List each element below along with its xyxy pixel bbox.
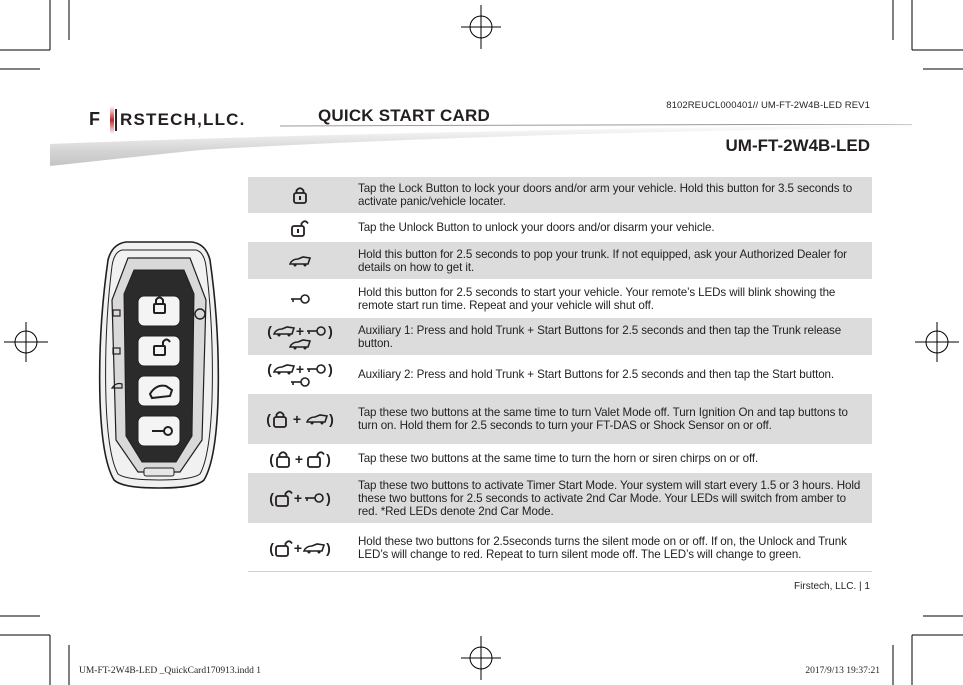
lock-unlock-combo <box>248 450 352 468</box>
trunk-car-icon <box>289 338 311 350</box>
paren-open: ( <box>269 450 274 467</box>
row-aux2 <box>248 356 872 394</box>
page-footer: Firstech, LLC. | 1 <box>794 581 870 592</box>
key-start-icon <box>305 325 327 337</box>
aux2-combo <box>248 362 352 388</box>
unlock-trunk-combo <box>248 539 352 557</box>
row-text: Tap the Lock Button to lock your doors and/or arm your vehicle. Hold this button for 3.5 seconds to activate panic/vehicle locater. <box>358 182 853 208</box>
key-start-icon <box>305 363 327 375</box>
lock-trunk-combo <box>248 410 352 428</box>
paren-open: ( <box>267 360 272 377</box>
row-trunk <box>248 242 872 280</box>
row-text: Hold this button for 2.5 seconds to pop your trunk. If not equipped, ask your Authorized Dealer for details on how to get it. <box>358 247 847 274</box>
unlock-icon <box>307 450 325 468</box>
paren-close: ) <box>326 450 331 467</box>
paren-close: ) <box>328 360 333 377</box>
plus-sign: + <box>293 539 303 556</box>
trunk-car-icon <box>306 413 328 425</box>
row-start <box>248 280 872 318</box>
plus-sign: + <box>295 360 305 377</box>
row-text: Auxiliary 1: Press and hold Trunk + Start Buttons for 2.5 seconds and then tap the Trunk release button. <box>358 323 842 350</box>
unlock-icon <box>248 219 352 237</box>
paren-open: ( <box>269 490 274 506</box>
remote-fob-illustration <box>96 240 222 490</box>
row-text: Tap these two buttons to activate Timer Start Mode. Your system will start every 1.5 or 3 hours. Hold these two buttons for 2.5 seconds to activate 2nd Car Mode. Your LEDs will switch from amber to red. *Red LEDs denote 2nd Car Mode. <box>358 478 861 518</box>
paren-close: ) <box>328 322 333 339</box>
row-text: Tap the Unlock Button to unlock your doors and/or disarm your vehicle. <box>358 221 715 234</box>
plus-sign: + <box>295 322 305 339</box>
svg-text:RSTECH,LLC.: RSTECH,LLC. <box>120 110 246 129</box>
key-start-icon <box>248 293 352 305</box>
lock-icon <box>272 410 288 428</box>
row-text: Hold these two buttons for 2.5seconds turns the silent mode on or off. If on, the Unlock and Trunk LED’s will change to red. Repeat to turn silent mode off. The LED’s will change to green. <box>358 534 847 561</box>
plus-sign: + <box>294 450 304 467</box>
key-start-icon <box>303 492 325 504</box>
row-text: Tap these two buttons at the same time to turn the horn or siren chirps on or off. <box>358 452 759 465</box>
row-unlock-trunk <box>248 524 872 572</box>
paren-open: ( <box>267 322 272 339</box>
key-start-icon <box>289 376 311 388</box>
date-slug: 2017/9/13 19:37:21 <box>805 666 880 676</box>
row-lock-unlock <box>248 445 872 473</box>
paren-open: ( <box>269 539 274 556</box>
row-text: Hold this button for 2.5 seconds to start your vehicle. Your remote’s LEDs will blink showing the remote start run time. Repeat and your vehicle will shut off. <box>358 285 836 312</box>
unlock-start-combo <box>248 489 352 507</box>
file-slug: UM-FT-2W4B-LED _QuickCard170913.indd 1 <box>79 666 261 676</box>
row-lock-trunk <box>248 394 872 445</box>
card-title: QUICK START CARD <box>318 106 490 125</box>
paren-close: ) <box>326 490 331 506</box>
trunk-car-icon <box>303 542 325 554</box>
paren-close: ) <box>326 539 331 556</box>
row-text: Auxiliary 2: Press and hold Trunk + Start Buttons for 2.5 seconds and then tap the Start button. <box>358 368 835 381</box>
paren-close: ) <box>329 411 334 427</box>
svg-text:F: F <box>89 109 100 129</box>
row-unlock-start <box>248 473 872 524</box>
part-number: 8102REUCL000401// UM-FT-2W4B-LED REV1 <box>666 100 870 111</box>
plus-sign: + <box>293 490 303 506</box>
paren-open: ( <box>266 411 271 427</box>
trunk-car-icon <box>273 363 295 375</box>
instruction-table <box>248 177 872 572</box>
row-lock <box>248 177 872 214</box>
row-unlock <box>248 214 872 242</box>
aux1-combo <box>248 324 352 350</box>
row-text: Tap these two buttons at the same time to turn Valet Mode off. Turn Ignition On and tap buttons to turn on. Hold them for 2.5 seconds to turn your FT-DAS or Shock Sensor on or off. <box>358 406 848 432</box>
plus-sign: + <box>292 411 302 427</box>
lock-icon <box>275 450 291 468</box>
unlock-icon <box>275 489 293 507</box>
trunk-car-icon <box>273 325 295 337</box>
trunk-car-icon <box>248 255 352 267</box>
row-aux1 <box>248 318 872 356</box>
lock-icon <box>248 186 352 204</box>
firstech-logo <box>88 106 308 134</box>
model-number: UM-FT-2W4B-LED <box>725 136 870 155</box>
unlock-icon <box>275 539 293 557</box>
